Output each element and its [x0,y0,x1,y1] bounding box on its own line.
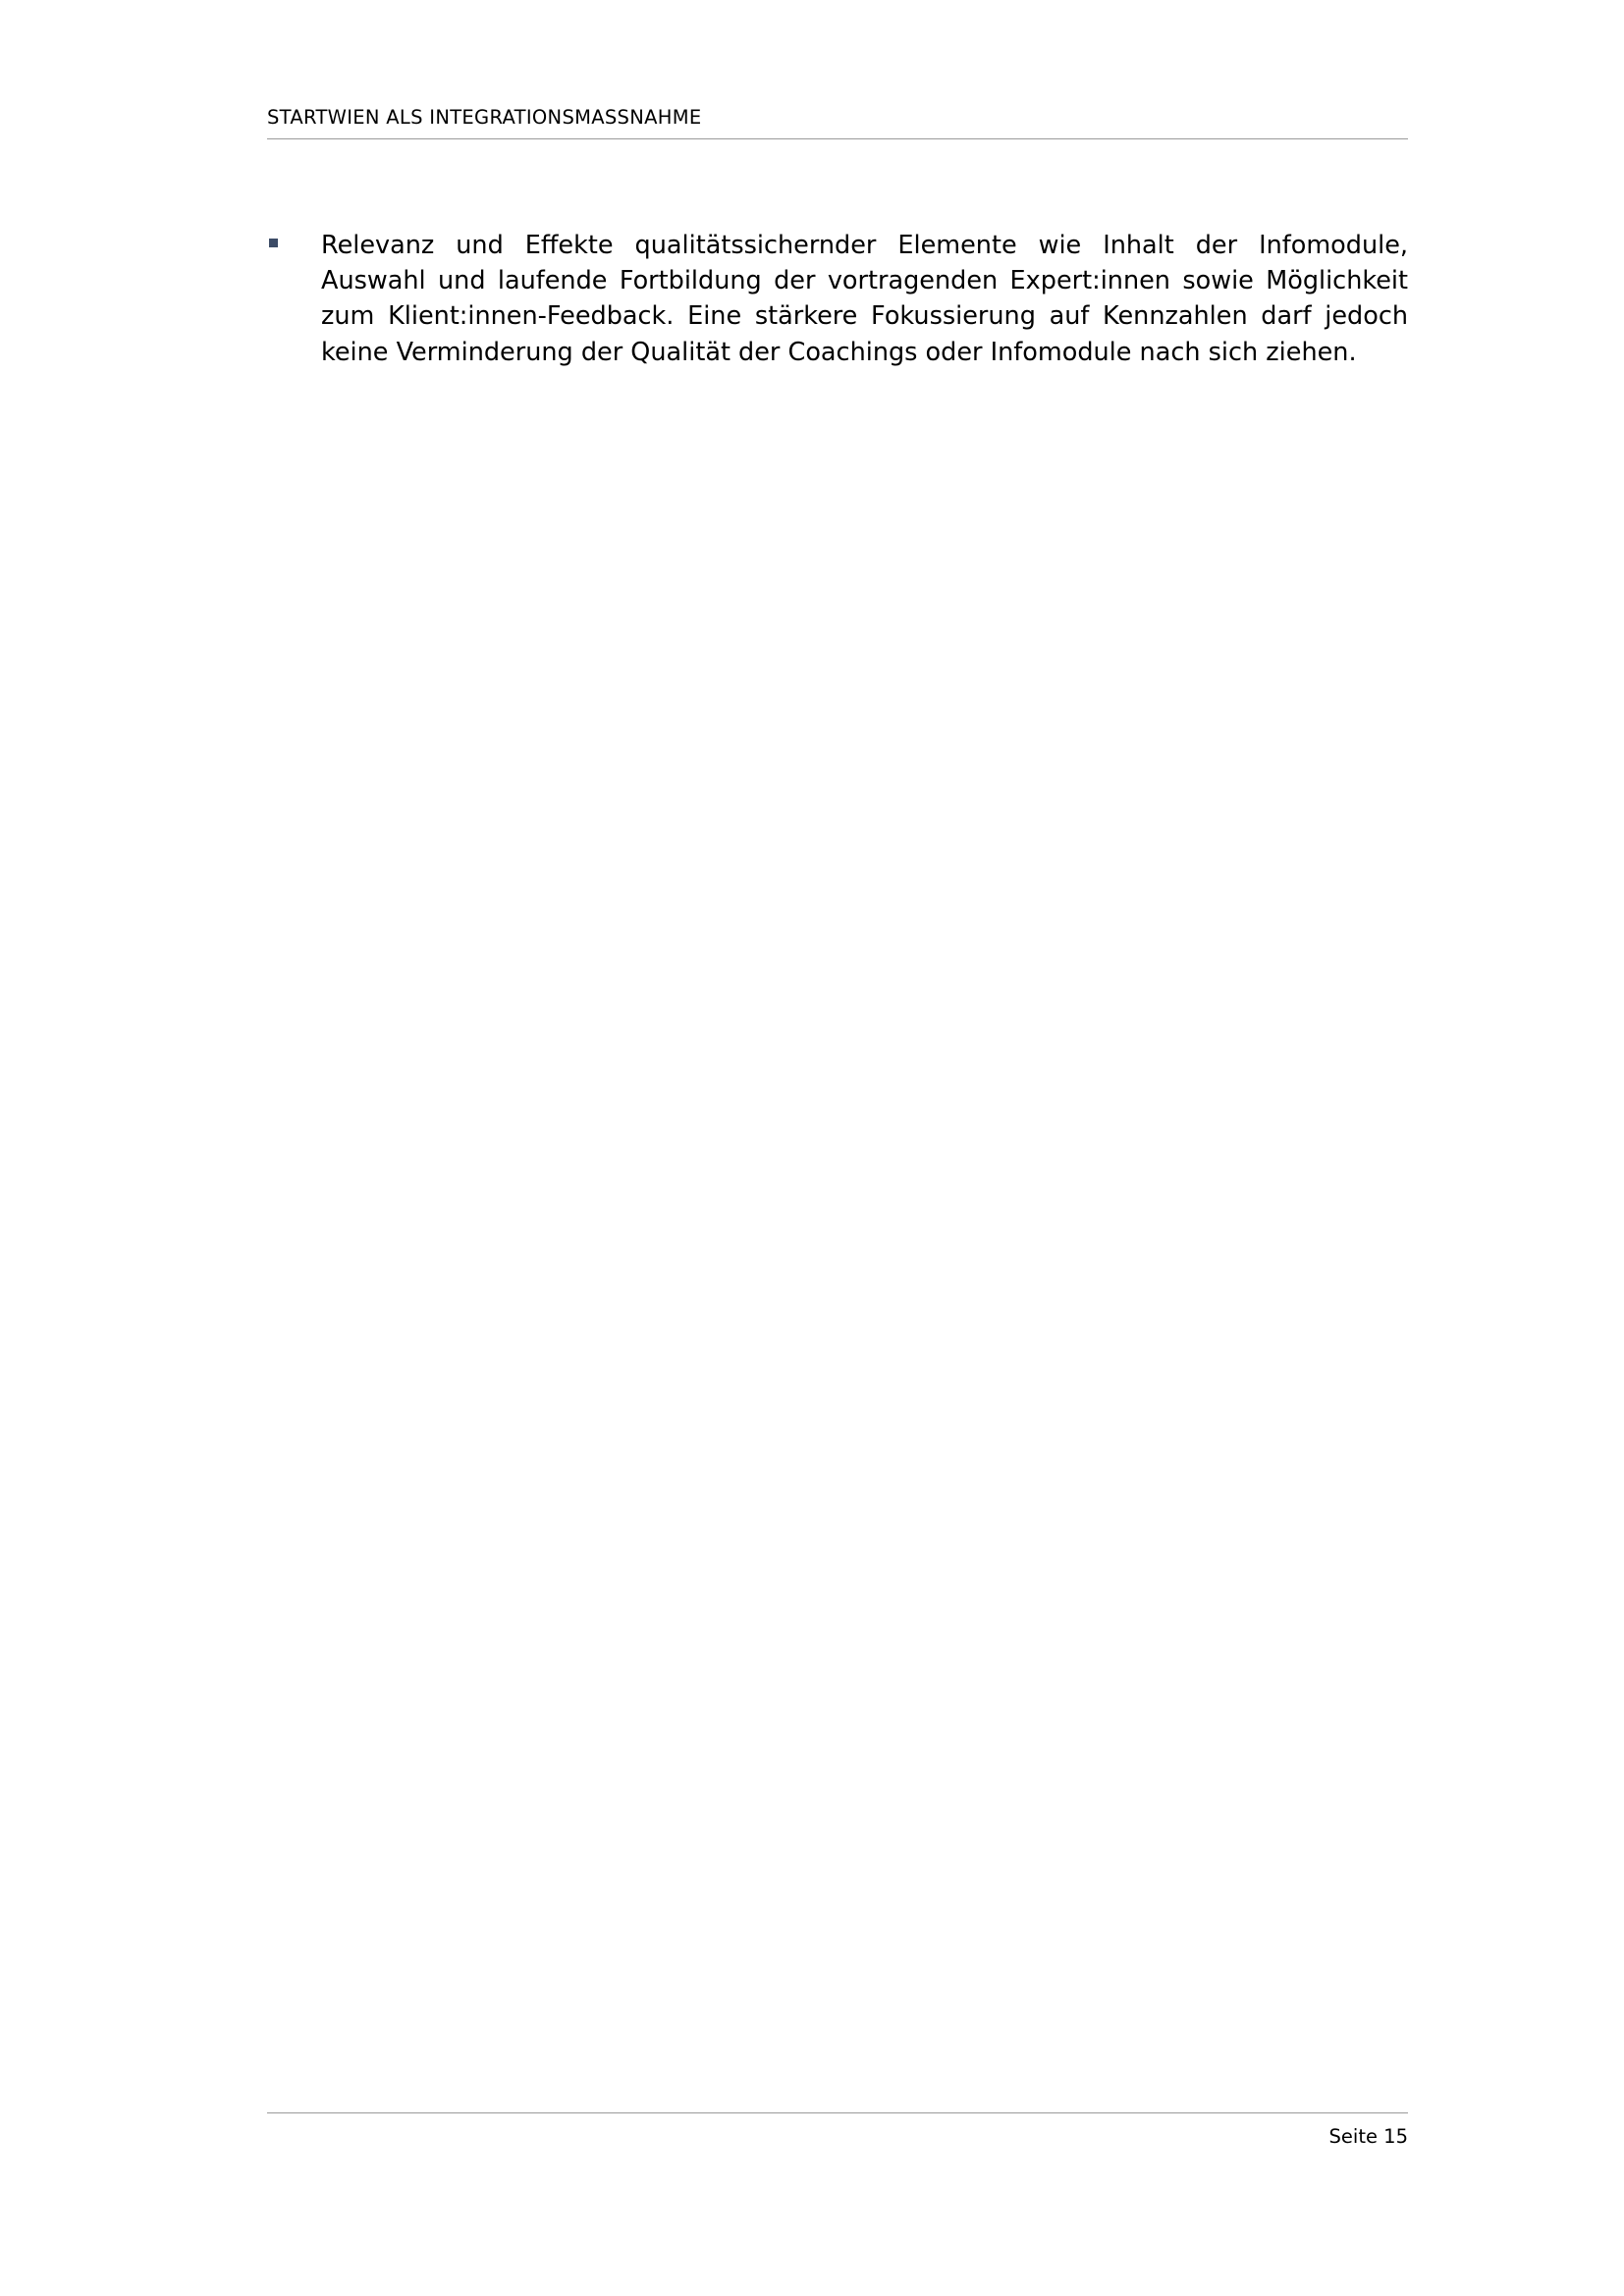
page-footer [267,2112,1408,2148]
square-bullet-icon [269,239,278,247]
running-title: STARTWIEN ALS INTEGRATIONSMASSNAHME [267,106,702,129]
page-header [267,106,1408,139]
page-number: Seite 15 [1328,2125,1408,2148]
page-content [267,228,1408,370]
list-item [267,228,1408,370]
list-item-text: Relevanz und Effekte qualitätssichernder Elemente wie Inhalt der Infomodule, Auswahl und laufende Fortbildung der vortragenden Expert:innen sowie Möglichkeit zum Klient:innen-Feedback. Eine stärkere Fokussierung auf Kennzahlen darf jedoch keine Verminderung der Qualität der Coachings oder Infomodule nach sich ziehen. [321,231,1408,367]
header-divider [267,138,1408,139]
